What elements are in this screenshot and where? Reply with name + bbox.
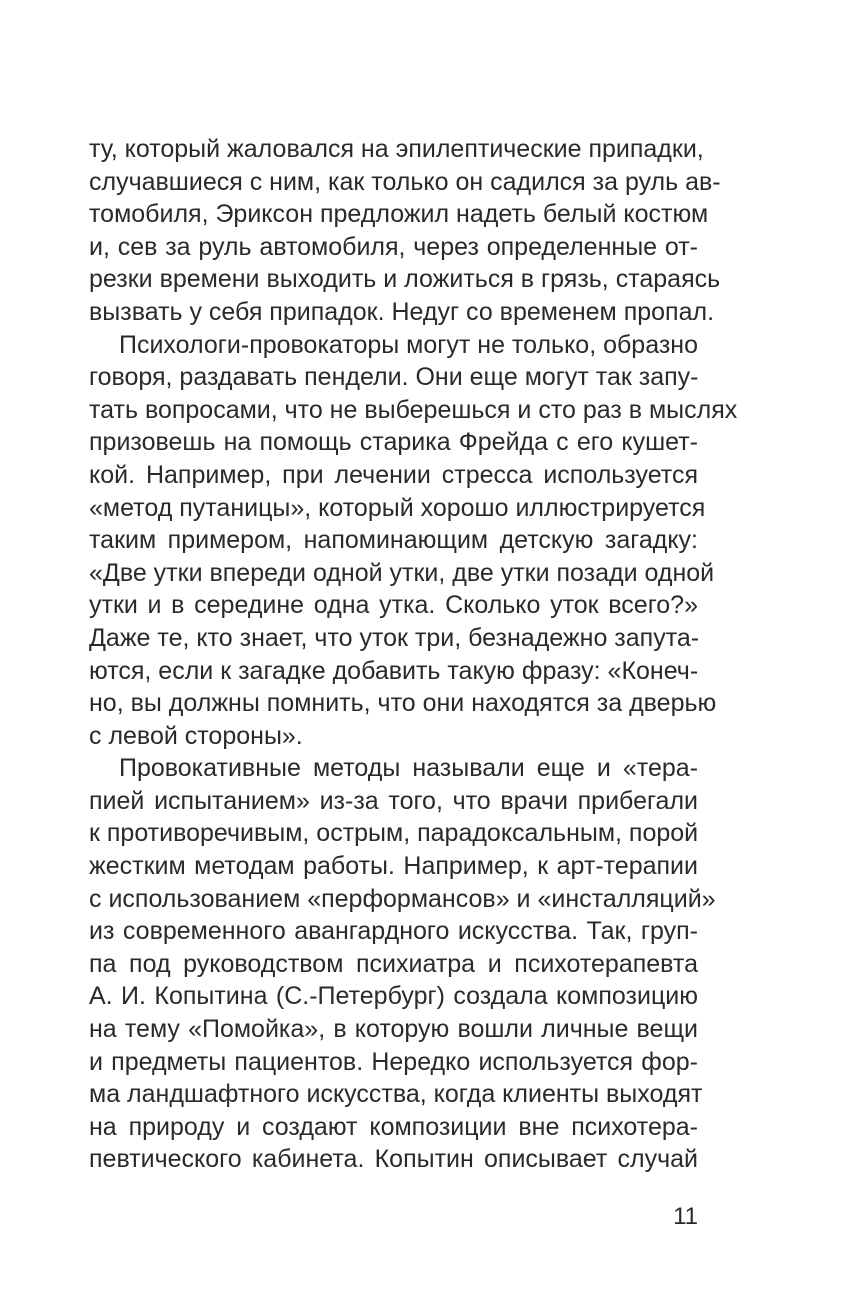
text-line: но, вы должны помнить, что они находятся за дверью: [89, 689, 717, 718]
text-line: певтического кабинета. Копытин описывает случай: [89, 1145, 698, 1174]
text-line: ту, который жаловался на эпилептические припадки,: [89, 135, 704, 163]
body-text: [89, 133, 738, 1176]
text-line: таким примером, напоминающим детскую загадку:: [89, 526, 698, 555]
text-line: кой. Например, при лечении стресса используется: [89, 460, 698, 489]
text-line: утки и в середине одна утка. Сколько уток всего?»: [89, 591, 698, 620]
text-line: и, сев за руль автомобиля, через определенные от-: [89, 232, 698, 261]
text-line: из современного авангардного искусства. Так, груп-: [89, 917, 698, 946]
text-line: говоря, раздавать пендели. Они еще могут так запу-: [89, 363, 699, 392]
text-line: Провокативные методы называли еще и «тера-: [119, 754, 698, 783]
text-line: Даже те, кто знает, что уток три, безнадежно запута-: [89, 623, 700, 652]
text-line: Психологи-провокаторы могут не только, образно: [119, 330, 699, 359]
text-line: па под руководством психиатра и психотерапевта: [89, 949, 698, 978]
text-line: ма ландшафтного искусства, когда клиенты выходят: [89, 1080, 703, 1109]
text-line: «Две утки впереди одной утки, две утки позади одной: [89, 558, 715, 587]
text-line: случавшиеся с ним, как только он садился за руль ав-: [89, 167, 721, 196]
text-line: с использованием «перформансов» и «инсталляций»: [89, 884, 716, 913]
text-line: тать вопросами, что не выберешься и сто раз в мыслях: [89, 395, 738, 424]
text-line: пией испытанием» из-за того, что врачи прибегали: [89, 786, 698, 815]
text-line: «метод путаницы», который хорошо иллюстрируется: [89, 493, 706, 522]
text-line: на тему «Помойка», в которую вошли личные вещи: [89, 1015, 698, 1044]
text-line: вызвать у себя припадок. Недуг со временем пропал.: [89, 297, 715, 326]
text-line: резки времени выходить и ложиться в грязь, стараясь: [89, 265, 721, 294]
text-line: и предметы пациентов. Нередко используется фор-: [89, 1047, 698, 1076]
text-line: А. И. Копытина (С.-Петербург) создала композицию: [89, 982, 698, 1011]
text-line: ются, если к загадке добавить такую фразу: «Конеч-: [89, 656, 699, 685]
text-line: жестким методам работы. Например, к арт-терапии: [89, 852, 698, 881]
text-line: на природу и создают композиции вне психотера-: [89, 1112, 698, 1141]
text-line: к противоречивым, острым, парадоксальным, порой: [89, 819, 699, 848]
text-line: призовешь на помощь старика Фрейда с его кушет-: [89, 428, 698, 457]
page-number: 11: [673, 1203, 698, 1230]
text-line: томобиля, Эриксон предложил надеть белый костюм: [89, 200, 709, 229]
text-line: с левой стороны».: [89, 721, 303, 750]
